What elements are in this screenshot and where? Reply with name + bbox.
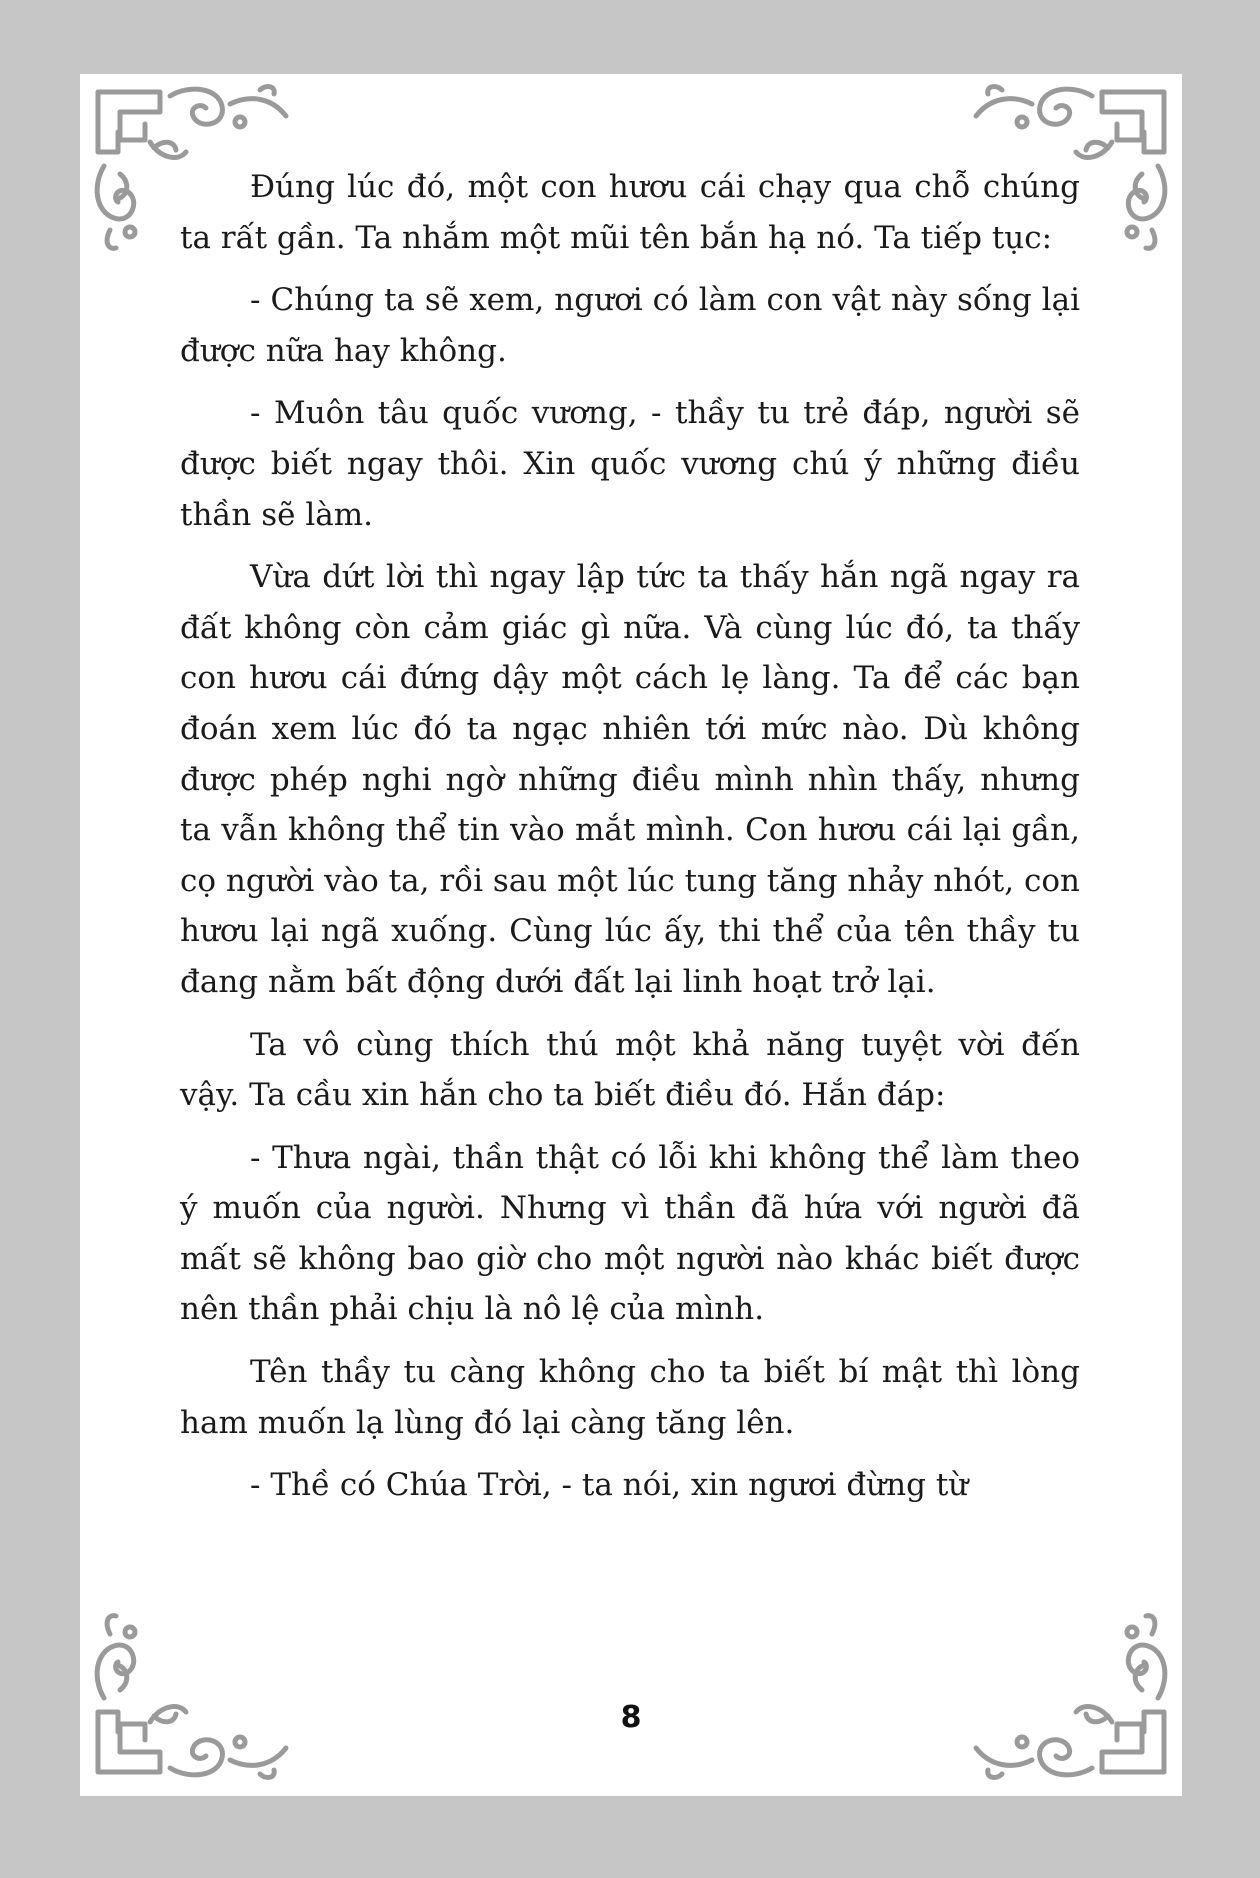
paragraph: - Thề có Chúa Trời, - ta nói, xin ngươi đừng từ (250, 1467, 969, 1504)
book-page (80, 74, 1182, 1796)
corner-ornament-bottom-left (90, 1612, 300, 1782)
paragraph: Tên thầy tu càng không cho ta biết bí mật thì lòng ham muốn lạ lùng đó lại càng tăng lên. (180, 1354, 1080, 1441)
paragraph: Ta vô cùng thích thú một khả năng tuyệt vời đến vậy. Ta cầu xin hắn cho ta biết điều đó. Hắn đáp: (180, 1026, 1080, 1114)
paragraph: Vừa dứt lời thì ngay lập tức ta thấy hắn ngã ngay ra đất không còn cảm giác gì nữa. Và cùng lúc đó, ta thấy con hươu cái đứng dậy một cách lẹ làng. Ta để các bạn đoán xem lúc đó ta ngạc nhiên tới mức nào. Dù không được phép nghi ngờ những điều mình nhìn thấy, nhưng ta vẫn không thể tin vào mắt mình. Con hươu cái lại gần, cọ người vào ta, rồi sau một lúc tung tăng nhảy nhót, con hươu lại ngã xuống. Cùng lúc ấy, thi thể của tên thầy tu đang nằm bất động dưới đất lại linh hoạt trở lại. (180, 559, 1080, 1000)
paragraph: - Thưa ngài, thần thật có lỗi khi không thể làm theo ý muốn của người. Nhưng vì thần đã hứa với người đã mất sẽ không bao giờ cho một người nào khác biết được nên thần phải chịu là nô lệ của mình. (180, 1139, 1080, 1328)
paragraph: - Muôn tâu quốc vương, - thầy tu trẻ đáp, người sẽ được biết ngay thôi. Xin quốc vương chú ý những điều thần sẽ làm. (180, 395, 1080, 533)
paragraph: - Chúng ta sẽ xem, ngươi có làm con vật này sống lại được nữa hay không. (180, 282, 1080, 369)
body-text (180, 162, 1080, 1523)
paragraph: Đúng lúc đó, một con hươu cái chạy qua chỗ chúng ta rất gần. Ta nhắm một mũi tên bắn hạ nó. Ta tiếp tục: (180, 169, 1080, 256)
page-number: 8 (620, 1700, 642, 1735)
corner-ornament-bottom-right (962, 1612, 1172, 1782)
